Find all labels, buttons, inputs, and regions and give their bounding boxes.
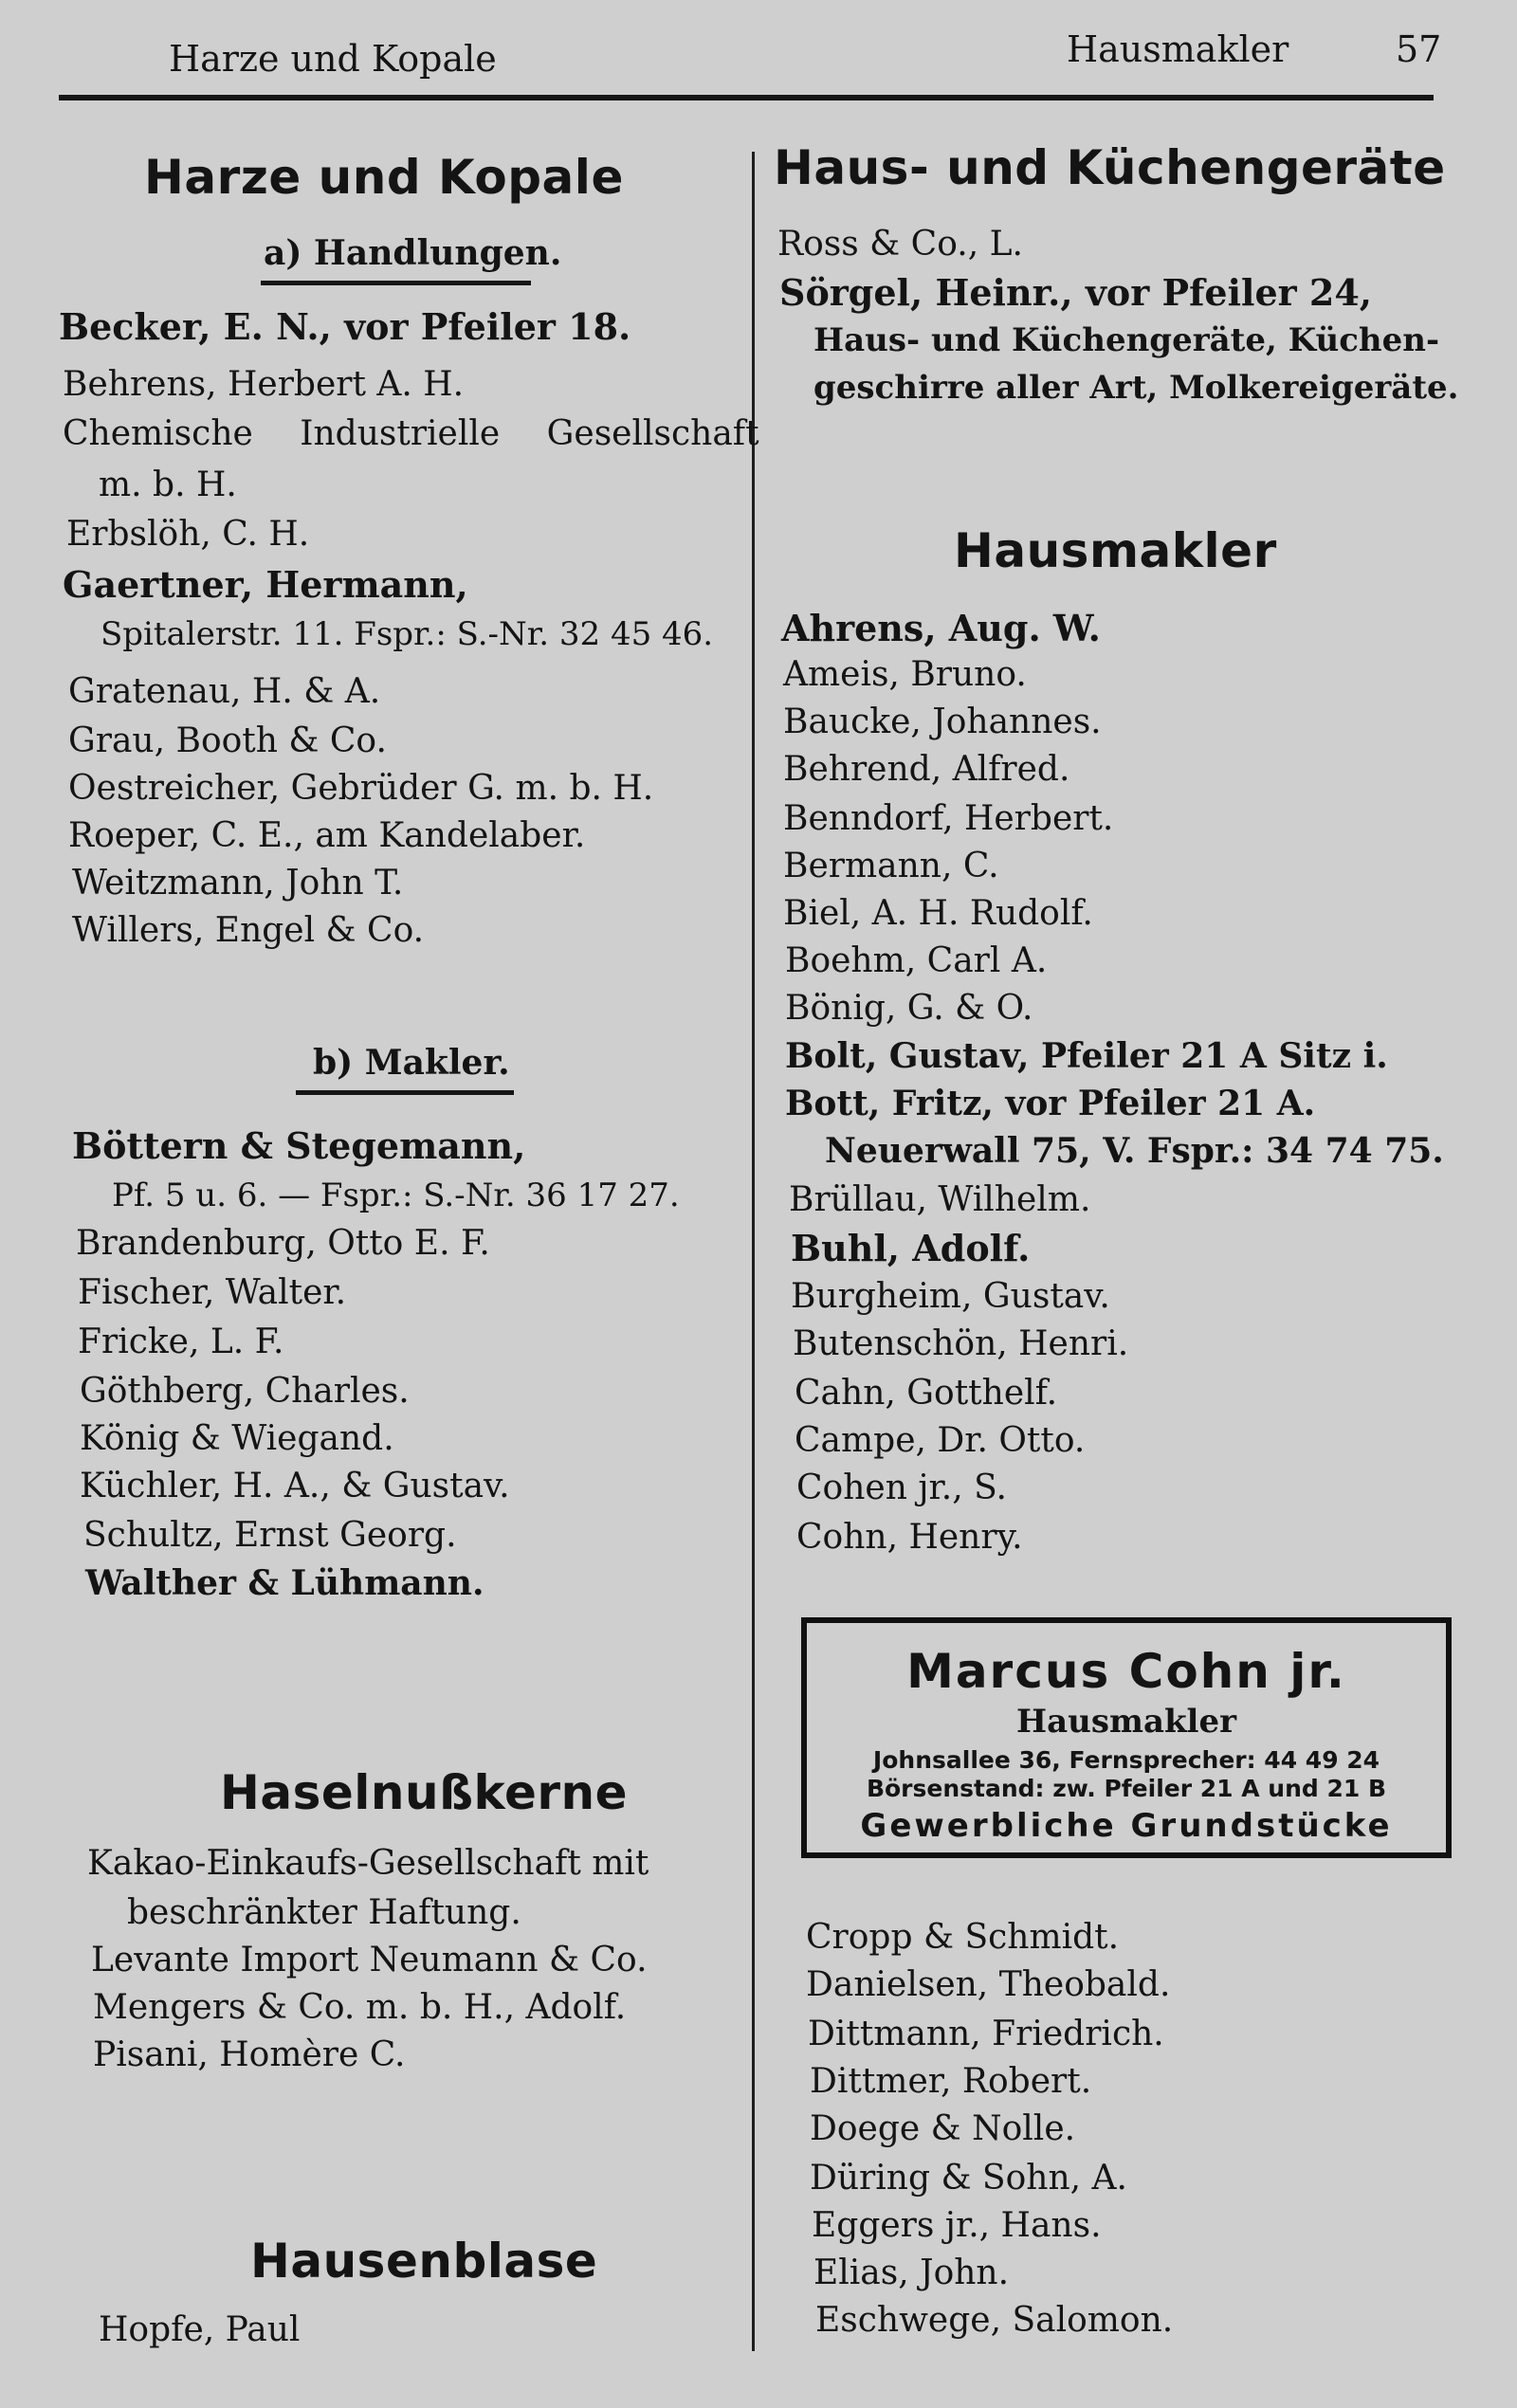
running-header-left: Harze und Kopale	[169, 38, 497, 80]
list-item: Schultz, Ernst Georg.	[83, 1516, 457, 1555]
list-item: Pf. 5 u. 6. — Fspr.: S.-Nr. 36 17 27.	[112, 1177, 680, 1214]
list-item: Pisani, Homère C.	[93, 2035, 406, 2074]
list-item: Roeper, C. E., am Kandelaber.	[68, 816, 586, 855]
list-item: Burgheim, Gustav.	[791, 1277, 1110, 1316]
list-item: m. b. H.	[99, 465, 237, 504]
list-item: Boehm, Carl A.	[785, 941, 1048, 980]
ad-role: Hausmakler	[1015, 1703, 1237, 1741]
list-item: Buhl, Adolf.	[791, 1227, 1031, 1269]
running-header-right: Hausmakler	[1067, 28, 1289, 70]
list-item: Neuerwall 75, V. Fspr.: 34 74 75.	[825, 1131, 1444, 1171]
list-item: Bolt, Gustav, Pfeiler 21 A Sitz i.	[785, 1036, 1388, 1076]
subsection-rule	[261, 281, 531, 285]
list-item: Eggers jr., Hans.	[812, 2206, 1102, 2245]
list-item: Ahrens, Aug. W.	[781, 607, 1101, 649]
list-item: Butenschön, Henri.	[793, 1324, 1129, 1363]
list-item: Küchler, H. A., & Gustav.	[80, 1467, 510, 1505]
list-item: Brüllau, Wilhelm.	[789, 1180, 1091, 1219]
list-item: Eschwege, Salomon.	[815, 2301, 1174, 2340]
list-item: Danielsen, Theobald.	[806, 1965, 1171, 2004]
list-item: Mengers & Co. m. b. H., Adolf.	[93, 1988, 627, 2027]
list-item: Willers, Engel & Co.	[72, 911, 425, 950]
section-title-harze: Harze und Kopale	[144, 150, 624, 205]
section-title-haushalt: Haus- und Küchengeräte	[774, 140, 1446, 195]
list-item: Fischer, Walter.	[78, 1273, 347, 1312]
list-item: Doege & Nolle.	[810, 2109, 1076, 2148]
list-item: Kakao-Einkaufs-Gesellschaft mit	[87, 1844, 649, 1883]
list-item: Bott, Fritz, vor Pfeiler 21 A.	[785, 1084, 1316, 1123]
list-item: Erbslöh, C. H.	[66, 515, 310, 554]
list-item: Cropp & Schmidt.	[806, 1918, 1120, 1957]
section-title-hausenblase: Hausenblase	[250, 2234, 598, 2289]
list-item: Grau, Booth & Co.	[68, 721, 387, 760]
ad-slogan: Gewerbliche Grundstücke	[860, 1807, 1393, 1845]
list-item: König & Wiegand.	[80, 1419, 394, 1458]
list-item: Chemische Industrielle Gesellschaft	[63, 414, 759, 453]
list-item: Fricke, L. F.	[78, 1323, 284, 1361]
list-item: Spitalerstr. 11. Fspr.: S.-Nr. 32 45 46.	[101, 615, 714, 653]
ad-company-name: Marcus Cohn jr.	[906, 1644, 1346, 1699]
column-divider	[752, 152, 755, 2351]
list-item: Bermann, C.	[783, 847, 999, 885]
list-item: Ameis, Bruno.	[783, 655, 1027, 694]
list-item: Behrend, Alfred.	[783, 750, 1070, 789]
list-item: Weitzmann, John T.	[72, 864, 404, 903]
list-item: Levante Import Neumann & Co.	[91, 1941, 648, 1979]
list-item: Benndorf, Herbert.	[783, 799, 1114, 838]
section-title-hausmakler: Hausmakler	[954, 523, 1277, 578]
list-item: Cohen jr., S.	[796, 1469, 1007, 1507]
list-item: Oestreicher, Gebrüder G. m. b. H.	[68, 769, 654, 808]
page-number: 57	[1396, 28, 1442, 70]
list-item: Bönig, G. & O.	[785, 989, 1033, 1028]
list-item: Walther & Lühmann.	[85, 1563, 484, 1603]
list-item: Baucke, Johannes.	[783, 702, 1102, 741]
subsection-handlungen: a) Handlungen.	[264, 233, 562, 273]
list-item: Becker, E. N., vor Pfeiler 18.	[59, 305, 631, 348]
advertisement-box	[801, 1617, 1452, 1858]
list-item: Cohn, Henry.	[796, 1518, 1023, 1557]
subsection-makler: b) Makler.	[313, 1043, 510, 1083]
subsection-rule	[296, 1090, 514, 1095]
list-item: Behrens, Herbert A. H.	[63, 365, 465, 404]
ad-address-line: Börsenstand: zw. Pfeiler 21 A und 21 B	[866, 1775, 1387, 1802]
ad-address-line: Johnsallee 36, Fernsprecher: 44 49 24	[872, 1746, 1380, 1774]
list-item: Hopfe, Paul	[99, 2310, 301, 2349]
list-item: beschränkter Haftung.	[127, 1893, 521, 1932]
list-item: Dittmann, Friedrich.	[808, 2015, 1164, 2053]
list-item: Düring & Sohn, A.	[810, 2159, 1127, 2198]
list-item: Ross & Co., L.	[777, 225, 1023, 264]
section-title-haselnuss: Haselnußkerne	[220, 1765, 629, 1820]
list-item: Böttern & Stegemann,	[72, 1124, 526, 1167]
list-item: Sörgel, Heinr., vor Pfeiler 24,	[779, 271, 1372, 314]
header-rule	[59, 95, 1434, 100]
list-item: Dittmer, Robert.	[810, 2062, 1092, 2101]
list-item: geschirre aller Art, Molkereigeräte.	[813, 369, 1459, 407]
list-item: Gaertner, Hermann,	[63, 563, 468, 606]
list-item: Biel, A. H. Rudolf.	[783, 894, 1093, 933]
list-item: Campe, Dr. Otto.	[795, 1421, 1086, 1460]
list-item: Göthberg, Charles.	[80, 1372, 410, 1411]
list-item: Haus- und Küchengeräte, Küchen-	[813, 321, 1440, 359]
list-item: Cahn, Gotthelf.	[795, 1374, 1058, 1413]
list-item: Brandenburg, Otto E. F.	[76, 1224, 490, 1263]
list-item: Gratenau, H. & A.	[68, 672, 381, 711]
list-item: Elias, John.	[813, 2253, 1010, 2292]
